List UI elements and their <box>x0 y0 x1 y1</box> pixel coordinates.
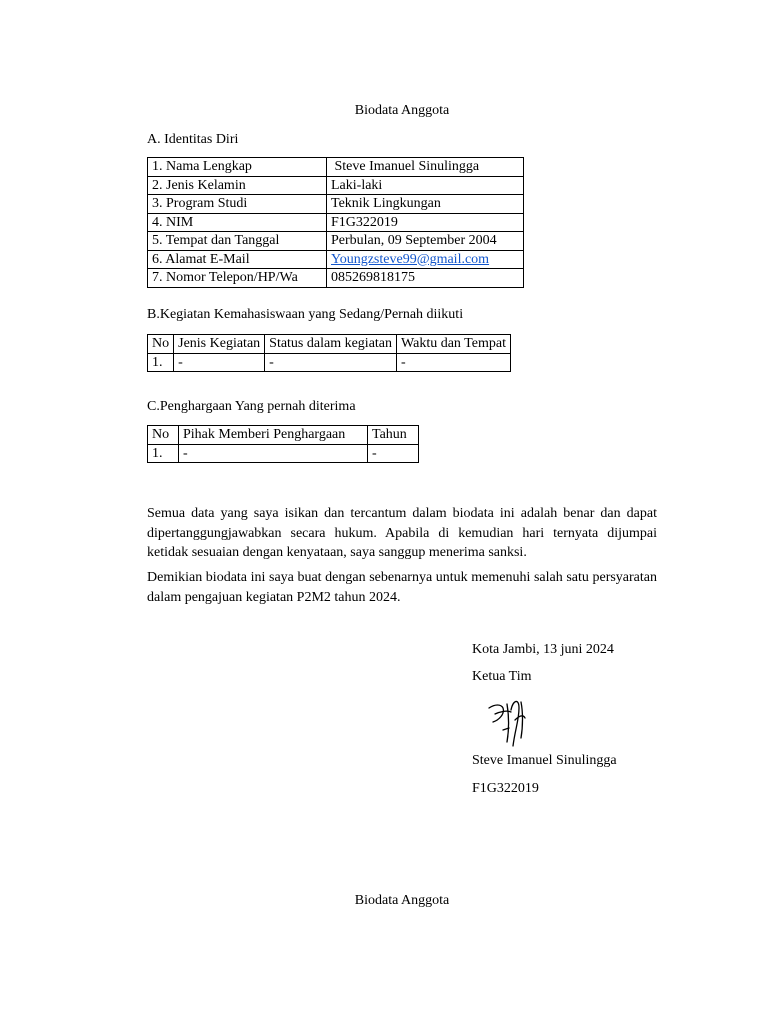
header-cell: Tahun <box>368 426 419 445</box>
identity-label: 1. Nama Lengkap <box>148 158 327 177</box>
table-cell: 1. <box>148 353 174 372</box>
table-cell: 1. <box>148 444 179 463</box>
awards-table <box>147 425 419 463</box>
table-row <box>148 444 419 463</box>
email-link[interactable] <box>327 250 524 269</box>
activities-table <box>147 334 511 372</box>
email-link-text[interactable]: Youngzsteve99@gmail.com <box>331 251 490 267</box>
table-row <box>148 269 524 288</box>
identity-value: Steve Imanuel Sinulingga <box>327 158 524 177</box>
table-row <box>148 353 511 372</box>
header-cell: Status dalam kegiatan <box>265 335 397 354</box>
identity-label: 7. Nomor Telepon/HP/Wa <box>148 269 327 288</box>
header-cell: Pihak Memberi Penghargaan <box>179 426 368 445</box>
header-cell: Jenis Kegiatan <box>174 335 265 354</box>
handwritten-signature <box>485 690 535 750</box>
identity-value: F1G322019 <box>327 213 524 232</box>
signature-name: Steve Imanuel Sinulingga <box>472 753 617 768</box>
table-cell: - <box>265 353 397 372</box>
table-row <box>148 232 524 251</box>
header-cell: No <box>148 426 179 445</box>
signature-role: Ketua Tim <box>472 669 532 684</box>
table-row <box>148 213 524 232</box>
identity-value: Teknik Lingkungan <box>327 195 524 214</box>
table-header-row <box>148 335 511 354</box>
section-a-heading: A. Identitas Diri <box>147 132 239 147</box>
footer-title: Biodata Anggota <box>354 893 450 908</box>
signature-place-date: Kota Jambi, 13 juni 2024 <box>472 642 614 657</box>
table-header-row <box>148 426 419 445</box>
signature-nim: F1G322019 <box>472 781 539 796</box>
identity-label: 6. Alamat E-Mail <box>148 250 327 269</box>
table-row <box>148 158 524 177</box>
page-title: Biodata Anggota <box>354 103 450 118</box>
identity-table <box>147 157 524 288</box>
closing-paragraph: Demikian biodata ini saya buat dengan sebenarnya untuk memenuhi salah satu persyaratan dalam pengajuan kegiatan P2M2 tahun 2024. <box>147 570 657 605</box>
table-row <box>148 250 524 269</box>
table-row <box>148 176 524 195</box>
identity-value: 085269818175 <box>327 269 524 288</box>
header-cell: No <box>148 335 174 354</box>
table-cell: - <box>368 444 419 463</box>
identity-value: Perbulan, 09 September 2004 <box>327 232 524 251</box>
table-cell: - <box>174 353 265 372</box>
identity-value: Laki-laki <box>327 176 524 195</box>
identity-label: 5. Tempat dan Tanggal <box>148 232 327 251</box>
table-row <box>148 195 524 214</box>
identity-label: 4. NIM <box>148 213 327 232</box>
section-b-heading: B.Kegiatan Kemahasiswaan yang Sedang/Pernah diikuti <box>147 307 464 322</box>
table-cell: - <box>397 353 511 372</box>
identity-label: 2. Jenis Kelamin <box>148 176 327 195</box>
identity-label: 3. Program Studi <box>148 195 327 214</box>
statement-paragraph: Semua data yang saya isikan dan tercantum dalam biodata ini adalah benar dan dapat dipertanggungjawabkan secara hukum. Apabila di kemudian hari ternyata dijumpai ketidak sesuaian dengan kenyataan, saya sanggup menerima sanksi. <box>147 506 657 561</box>
table-cell: - <box>179 444 368 463</box>
header-cell: Waktu dan Tempat <box>397 335 511 354</box>
section-c-heading: C.Penghargaan Yang pernah diterima <box>147 399 356 414</box>
